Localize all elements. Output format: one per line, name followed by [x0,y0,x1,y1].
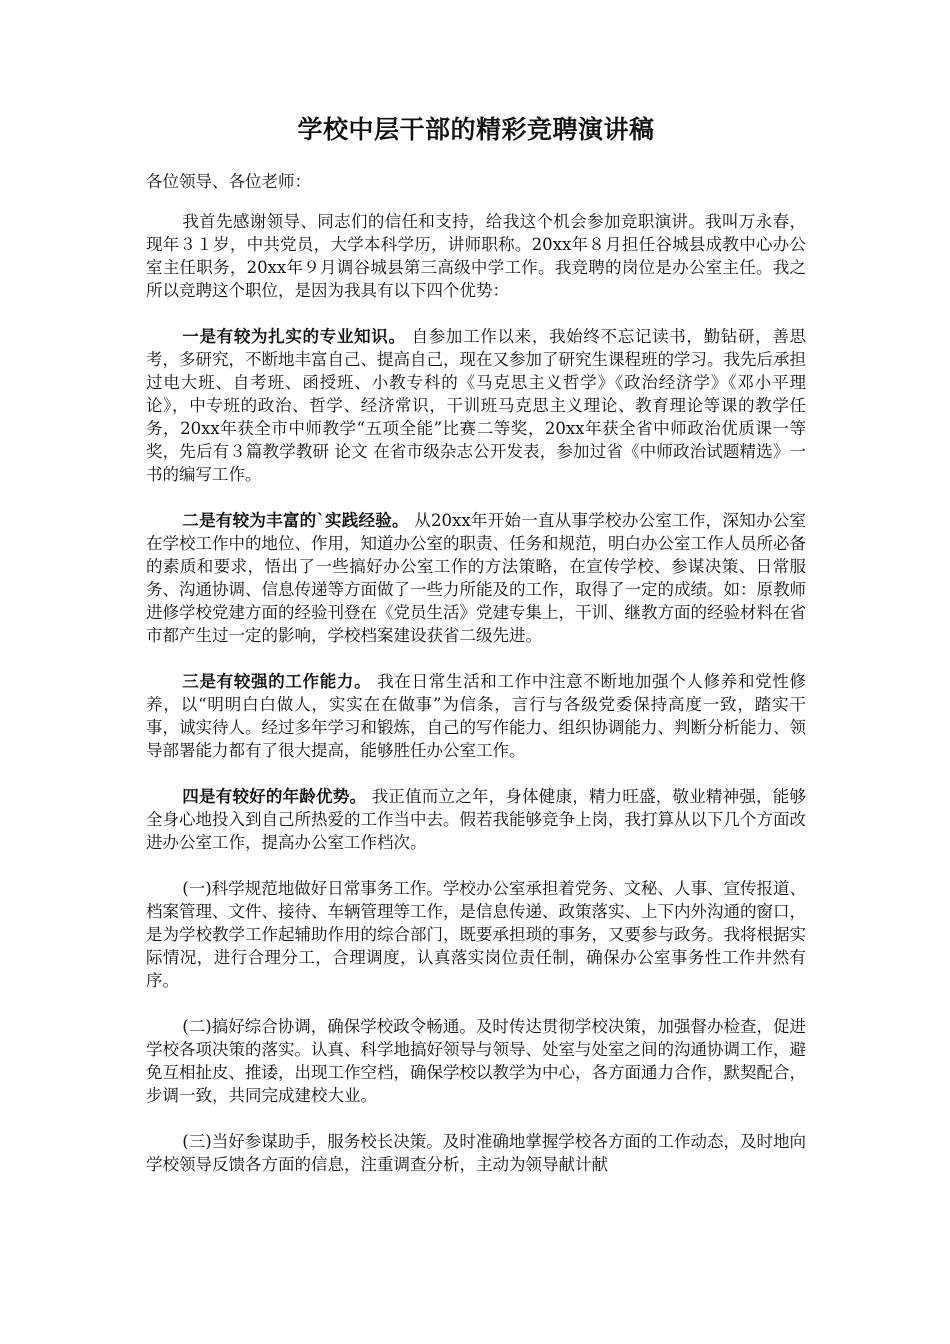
plan-paragraph-3: (三)当好参谋助手，服务校长决策。及时准确地掌握学校各方面的工作动态，及时地向学校领导反馈各方面的信息，注重调查分析，主动为领导献计献 [146,1132,806,1174]
advantage-paragraph-3 [146,670,806,762]
document-title: 学校中层干部的精彩竞聘演讲稿 [297,115,655,144]
plan-paragraph-2: (二)搞好综合协调，确保学校政令畅通。及时传达贯彻学校决策，加强督办检查，促进学校各项决策的落实。认真、科学地搞好领导与领导、处室与处室之间的沟通协调工作，避免互相扯皮、推诿，出现工作空档，确保学校以教学为中心，各方面通力合作，默契配合，步调一致，共同完成建校大业。 [146,1017,806,1105]
document-page [146,112,806,1199]
advantage-paragraph-4 [146,785,806,854]
salutation: 各位领导、各位老师： [146,172,311,191]
advantage-paragraph-2 [146,509,806,647]
advantage-heading-1: 一是有较为扎实的专业知识。 [182,327,406,346]
advantage-text-2: 从20xx年开始一直从事学校办公室工作，深知办公室在学校工作中的地位、作用，知道办公室的职责、任务和规范，明白办公室工作人员所必备的素质和要求，悟出了一些搞好办公室工作的方法策略，在宣传学校、参谋决策、日常服务、沟通协调、信息传递等方面做了一些力所能及的工作，取得了一定的成绩。如：原教师进修学校党建方面的经验刊登在《党员生活》党建专集上，干训、继教方面的经验材料在省市都产生过一定的影响，学校档案建设获省二级先进。 [146,511,806,645]
advantage-text-1: 自参加工作以来，我始终不忘记读书，勤钻研，善思考，多研究，不断地丰富自己、提高自己，现在又参加了研究生课程班的学习。我先后承担过电大班、自考班、函授班、小教专科的《马克思主义哲学》《政治经济学》《邓小平理论》，中专班的政治、哲学、经济常识，干训班马克思主义理论、教育理论等课的教学任务，20xx年获全市中师教学“五项全能”比赛二等奖，20xx年获全省中师政治优质课一等奖，先后有３篇教学教研 论文 在省市级杂志公开发表，参加过省《中师政治试题精选》一书的编写工作。 [146,327,807,484]
plan-paragraph-1: (一)科学规范地做好日常事务工作。学校办公室承担着党务、文秘、人事、宣传报道、档案管理、文件、接待、车辆管理等工作，是信息传递、政策落实、上下内外沟通的窗口，是为学校教学工作起辅助作用的综合部门，既要承担琐的事务，又要参与政务。我将根据实际情况，进行合理分工，合理调度，认真落实岗位责任制，确保办公室事务性工作井然有序。 [146,879,806,990]
advantage-heading-3: 三是有较强的工作能力。 [182,672,372,691]
advantage-paragraph-1 [146,325,806,486]
advantage-heading-2: 二是有较为丰富的`实践经验。 [182,511,409,530]
intro-paragraph: 我首先感谢领导、同志们的信任和支持，给我这个机会参加竞职演讲。我叫万永春，现年３１岁，中共党员，大学本科学历，讲师职称。20xx年８月担任谷城县成教中心办公室主任职务，20xx年９月调谷城县第三高级中学工作。我竞聘的岗位是办公室主任。我之所以竞聘这个职位，是因为我具有以下四个优势： [146,212,806,300]
advantage-text-4: 我正值而立之年，身体健康，精力旺盛，敬业精神强，能够全身心地投入到自己所热爱的工作当中去。假若我能够竞争上岗，我打算从以下几个方面改进办公室工作，提高办公室工作档次。 [146,787,807,852]
advantage-text-3: 我在日常生活和工作中注意不断地加强个人修养和党性修养，以“明明白白做人，实实在在做事”为信条，言行与各级党委保持高度一致，踏实干事，诚实待人。经过多年学习和锻炼，自己的写作能力、组织协调能力、判断分析能力、领导部署能力都有了很大提高，能够胜任办公室工作。 [146,672,807,760]
advantage-heading-4: 四是有较好的年龄优势。 [182,787,367,806]
